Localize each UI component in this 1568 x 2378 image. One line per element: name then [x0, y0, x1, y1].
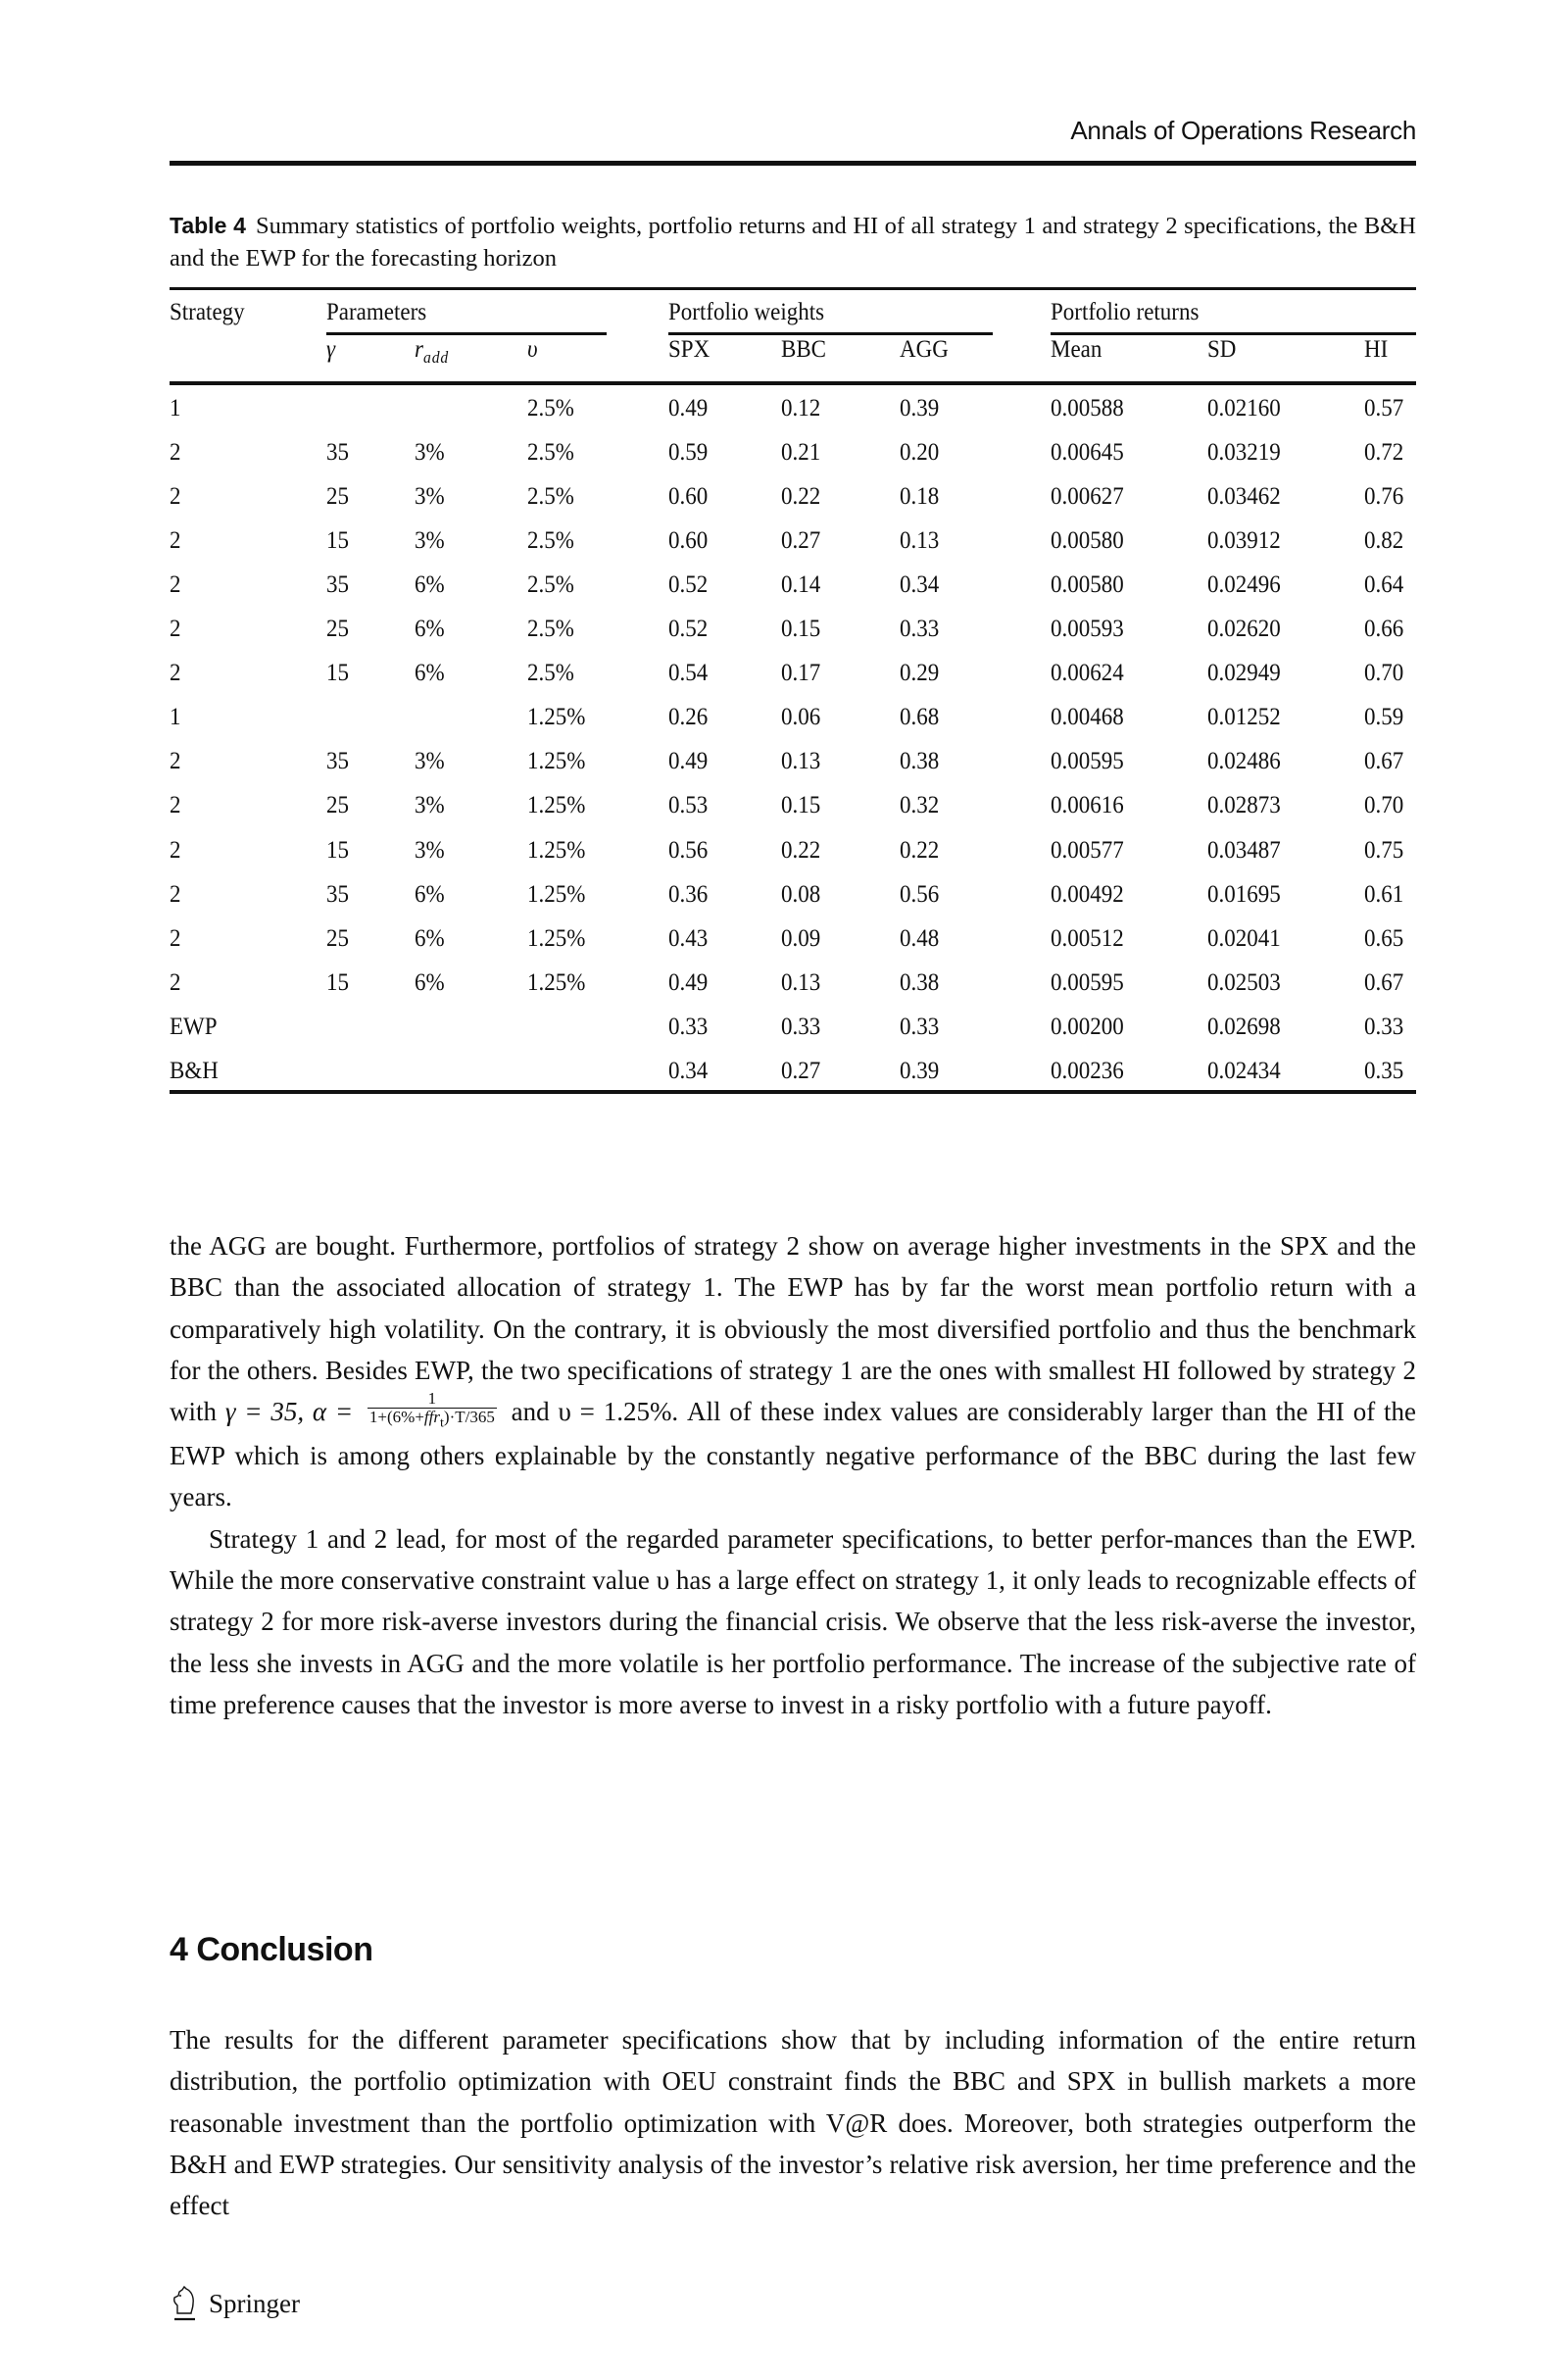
- paragraph-1: [170, 1225, 1416, 1518]
- conclusion-text: [170, 2019, 1416, 2226]
- cell-spx: 0.56: [668, 836, 709, 864]
- cell-hi: 0.57: [1364, 395, 1404, 421]
- den-sub: t: [439, 1414, 444, 1431]
- cell-bbc: 0.15: [781, 616, 821, 643]
- table-row: [0, 925, 1568, 969]
- cell-bbc: 0.22: [781, 836, 821, 864]
- den-ffr: ffr: [423, 1407, 440, 1426]
- cell-agg: 0.38: [900, 968, 940, 996]
- cell-spx: 0.59: [668, 439, 709, 467]
- cell-radd: 6%: [415, 968, 445, 996]
- cell-strategy: 2: [170, 571, 181, 599]
- table-row: [0, 616, 1568, 660]
- cell-strategy: 2: [170, 527, 181, 555]
- cell-radd: 3%: [415, 748, 445, 775]
- cell-hi: 0.75: [1364, 836, 1404, 864]
- cell-strategy: EWP: [170, 1013, 218, 1040]
- cell-bbc: 0.22: [781, 483, 821, 511]
- cell-gamma: 25: [326, 483, 349, 511]
- cell-hi: 0.76: [1364, 483, 1404, 511]
- inline-formula: [224, 1388, 503, 1431]
- cell-spx: 0.52: [668, 571, 709, 599]
- cell-v: 2.5%: [527, 571, 574, 599]
- subheader-v: [527, 336, 538, 364]
- cell-radd: 3%: [415, 439, 445, 467]
- cell-bbc: 0.14: [781, 571, 821, 599]
- cell-sd: 0.02503: [1207, 968, 1281, 996]
- parameters-group-rule: [326, 332, 607, 335]
- cell-bbc: 0.13: [781, 748, 821, 775]
- v-symbol: υ: [527, 336, 538, 363]
- cell-mean: 0.00580: [1051, 571, 1124, 599]
- cell-strategy: 2: [170, 968, 181, 996]
- footer: [170, 2284, 300, 2323]
- cell-hi: 0.33: [1364, 1013, 1404, 1040]
- cell-v: 2.5%: [527, 439, 574, 467]
- running-head: Annals of Operations Research: [1070, 116, 1416, 145]
- cell-sd: 0.02496: [1207, 571, 1281, 599]
- header-parameters: Parameters: [326, 299, 427, 325]
- cell-mean: 0.00593: [1051, 616, 1124, 643]
- cell-gamma: 35: [326, 571, 349, 599]
- table-caption: [170, 210, 1416, 274]
- cell-v: 1.25%: [527, 836, 586, 864]
- cell-v: 1.25%: [527, 968, 586, 996]
- cell-hi: 0.61: [1364, 880, 1404, 908]
- subheader-hi: HI: [1364, 336, 1389, 363]
- cell-radd: 6%: [415, 660, 445, 687]
- subheader-agg: AGG: [900, 336, 949, 363]
- cell-strategy: 2: [170, 748, 181, 775]
- cell-agg: 0.56: [900, 880, 940, 908]
- paragraph-1-text-b: and υ = 1.25%. All of these index values are considerably larger than the HI of the EWP which is among others explainable by the constantly negative performance of the BBC during the last few years.: [170, 1397, 1416, 1512]
- fraction-numerator: 1: [368, 1390, 497, 1409]
- cell-mean: 0.00577: [1051, 836, 1124, 864]
- cell-bbc: 0.15: [781, 792, 821, 819]
- cell-gamma: 25: [326, 924, 349, 952]
- subheader-gamma: [326, 336, 335, 364]
- cell-v: 2.5%: [527, 483, 574, 511]
- cell-radd: 3%: [415, 527, 445, 555]
- cell-sd: 0.03487: [1207, 836, 1281, 864]
- table-row: [0, 483, 1568, 527]
- cell-radd: 6%: [415, 571, 445, 599]
- table-row: [0, 792, 1568, 836]
- cell-spx: 0.49: [668, 395, 709, 421]
- cell-mean: 0.00595: [1051, 968, 1124, 996]
- cell-strategy: B&H: [170, 1057, 219, 1084]
- cell-bbc: 0.27: [781, 1057, 821, 1084]
- cell-gamma: 15: [326, 836, 349, 864]
- cell-gamma: 25: [326, 616, 349, 643]
- cell-sd: 0.03912: [1207, 527, 1281, 555]
- cell-radd: 3%: [415, 792, 445, 819]
- cell-sd: 0.02949: [1207, 660, 1281, 687]
- cell-sd: 0.02041: [1207, 924, 1281, 952]
- table-row: [0, 969, 1568, 1014]
- cell-gamma: 35: [326, 439, 349, 467]
- table-top-rule: [170, 287, 1416, 290]
- cell-sd: 0.02486: [1207, 748, 1281, 775]
- cell-agg: 0.33: [900, 1013, 940, 1040]
- cell-sd: 0.02620: [1207, 616, 1281, 643]
- section-heading: 4 Conclusion: [170, 1931, 373, 1968]
- cell-hi: 0.35: [1364, 1057, 1404, 1084]
- cell-bbc: 0.08: [781, 880, 821, 908]
- header-portfolio-returns: Portfolio returns: [1051, 299, 1200, 325]
- cell-hi: 0.67: [1364, 748, 1404, 775]
- cell-radd: 6%: [415, 880, 445, 908]
- cell-spx: 0.26: [668, 704, 709, 731]
- table-row: [0, 704, 1568, 748]
- cell-strategy: 2: [170, 439, 181, 467]
- cell-gamma: 35: [326, 748, 349, 775]
- table-row: [0, 527, 1568, 571]
- cell-radd: 6%: [415, 924, 445, 952]
- table-row: [0, 571, 1568, 616]
- header-strategy: Strategy: [170, 299, 245, 325]
- table-row: [0, 395, 1568, 439]
- cell-mean: 0.00627: [1051, 483, 1124, 511]
- cell-mean: 0.00595: [1051, 748, 1124, 775]
- cell-strategy: 1: [170, 704, 181, 731]
- cell-spx: 0.52: [668, 616, 709, 643]
- cell-bbc: 0.33: [781, 1013, 821, 1040]
- cell-strategy: 2: [170, 483, 181, 511]
- cell-v: 1.25%: [527, 748, 586, 775]
- cell-hi: 0.70: [1364, 660, 1404, 687]
- cell-strategy: 2: [170, 880, 181, 908]
- cell-strategy: 2: [170, 616, 181, 643]
- table-row: [0, 1014, 1568, 1058]
- cell-sd: 0.03219: [1207, 439, 1281, 467]
- den-pre: 1+(6%+: [368, 1407, 424, 1426]
- cell-strategy: 1: [170, 395, 181, 421]
- publisher-name: Springer: [209, 2288, 300, 2318]
- cell-spx: 0.34: [668, 1057, 709, 1084]
- cell-spx: 0.43: [668, 924, 709, 952]
- cell-radd: 3%: [415, 483, 445, 511]
- paragraph-1-text-a: the AGG are bought. Furthermore, portfolios of strategy 2 show on average higher investments in the SPX and the BBC than the associated allocation of strategy 1. The EWP has by far the worst mean portfolio return with a comparatively high volatility. On the contrary, it is obviously the most diversified portfolio and thus the benchmark for the others. Besides EWP, the two specifications of strategy 1 are the ones with smallest HI followed by strategy 2 with: [170, 1231, 1416, 1427]
- cell-mean: 0.00200: [1051, 1013, 1124, 1040]
- cell-spx: 0.49: [668, 968, 709, 996]
- conclusion-paragraph: The results for the different parameter specifications show that by including information of the entire return distribution, the portfolio optimization with OEU constraint finds the BBC and SPX in bullish markets a more reasonable investment than the portfolio optimization with V@R does. Moreover, both strategies outperform the B&H and EWP strategies. Our sensitivity analysis of the investor’s relative risk aversion, her time preference and the effect: [170, 2025, 1416, 2221]
- cell-bbc: 0.06: [781, 704, 821, 731]
- cell-agg: 0.29: [900, 660, 940, 687]
- cell-agg: 0.32: [900, 792, 940, 819]
- cell-hi: 0.72: [1364, 439, 1404, 467]
- table-row: [0, 837, 1568, 881]
- cell-hi: 0.64: [1364, 571, 1404, 599]
- table-label: Table 4: [170, 213, 246, 238]
- fraction-denominator: [368, 1409, 497, 1431]
- cell-v: 1.25%: [527, 880, 586, 908]
- cell-bbc: 0.09: [781, 924, 821, 952]
- cell-gamma: 15: [326, 968, 349, 996]
- formula-gamma: γ = 35,: [224, 1397, 313, 1427]
- cell-v: 1.25%: [527, 704, 586, 731]
- cell-v: 2.5%: [527, 527, 574, 555]
- cell-bbc: 0.21: [781, 439, 821, 467]
- cell-spx: 0.54: [668, 660, 709, 687]
- cell-spx: 0.60: [668, 527, 709, 555]
- cell-agg: 0.48: [900, 924, 940, 952]
- cell-gamma: 15: [326, 527, 349, 555]
- table-row: [0, 439, 1568, 483]
- cell-bbc: 0.12: [781, 395, 821, 421]
- cell-hi: 0.59: [1364, 704, 1404, 731]
- cell-strategy: 2: [170, 660, 181, 687]
- cell-sd: 0.02698: [1207, 1013, 1281, 1040]
- cell-sd: 0.03462: [1207, 483, 1281, 511]
- table-row: [0, 1058, 1568, 1102]
- cell-mean: 0.00492: [1051, 880, 1124, 908]
- cell-v: 1.25%: [527, 792, 586, 819]
- cell-mean: 0.00468: [1051, 704, 1124, 731]
- cell-hi: 0.82: [1364, 527, 1404, 555]
- subheader-radd: [415, 336, 450, 367]
- cell-agg: 0.34: [900, 571, 940, 599]
- cell-sd: 0.02873: [1207, 792, 1281, 819]
- cell-sd: 0.01695: [1207, 880, 1281, 908]
- cell-gamma: 35: [326, 880, 349, 908]
- header-portfolio-weights: Portfolio weights: [668, 299, 825, 325]
- cell-spx: 0.53: [668, 792, 709, 819]
- cell-mean: 0.00512: [1051, 924, 1124, 952]
- cell-spx: 0.33: [668, 1013, 709, 1040]
- cell-radd: 6%: [415, 616, 445, 643]
- cell-v: 2.5%: [527, 616, 574, 643]
- cell-mean: 0.00580: [1051, 527, 1124, 555]
- table-row: [0, 660, 1568, 704]
- cell-agg: 0.38: [900, 748, 940, 775]
- paragraph-2: Strategy 1 and 2 lead, for most of the regarded parameter specifications, to better perfor-mances than the EWP. While the more conservative constraint value υ has a large effect on strategy 1, it only leads to recognizable effects of strategy 2 for more risk-averse investors during the financial crisis. We observe that the less risk-averse the investor, the less she invests in AGG and the more volatile is her portfolio performance. The increase of the subjective rate of time preference causes that the investor is more averse to invest in a risky portfolio with a future payoff.: [170, 1523, 1416, 1719]
- cell-spx: 0.60: [668, 483, 709, 511]
- subheader-bbc: BBC: [781, 336, 827, 363]
- cell-strategy: 2: [170, 836, 181, 864]
- cell-v: 1.25%: [527, 924, 586, 952]
- cell-agg: 0.68: [900, 704, 940, 731]
- returns-group-rule: [1051, 332, 1416, 335]
- formula-fraction: [368, 1390, 497, 1431]
- formula-alpha: α =: [312, 1397, 362, 1427]
- cell-spx: 0.36: [668, 880, 709, 908]
- cell-mean: 0.00624: [1051, 660, 1124, 687]
- table-header-rule: [170, 381, 1416, 385]
- cell-agg: 0.18: [900, 483, 940, 511]
- cell-hi: 0.67: [1364, 968, 1404, 996]
- subheader-mean: Mean: [1051, 336, 1102, 363]
- cell-mean: 0.00588: [1051, 395, 1124, 421]
- table-caption-text: Summary statistics of portfolio weights, portfolio returns and HI of all strategy 1 and strategy 2 specifications, the B&H and the EWP for the forecasting horizon: [170, 213, 1417, 272]
- radd-base: r: [415, 336, 423, 363]
- cell-spx: 0.49: [668, 748, 709, 775]
- cell-sd: 0.02434: [1207, 1057, 1281, 1084]
- subheader-sd: SD: [1207, 336, 1237, 363]
- weights-group-rule: [668, 332, 993, 335]
- cell-hi: 0.70: [1364, 792, 1404, 819]
- cell-agg: 0.13: [900, 527, 940, 555]
- subheader-spx: SPX: [668, 336, 710, 363]
- cell-agg: 0.33: [900, 616, 940, 643]
- cell-hi: 0.66: [1364, 616, 1404, 643]
- cell-bbc: 0.13: [781, 968, 821, 996]
- cell-mean: 0.00645: [1051, 439, 1124, 467]
- cell-mean: 0.00616: [1051, 792, 1124, 819]
- springer-knight-icon: [170, 2284, 199, 2323]
- cell-agg: 0.39: [900, 395, 940, 421]
- cell-sd: 0.01252: [1207, 704, 1281, 731]
- cell-bbc: 0.27: [781, 527, 821, 555]
- cell-strategy: 2: [170, 924, 181, 952]
- den-post: )·T/365: [443, 1407, 495, 1426]
- cell-agg: 0.20: [900, 439, 940, 467]
- cell-agg: 0.22: [900, 836, 940, 864]
- table-row: [0, 881, 1568, 925]
- cell-agg: 0.39: [900, 1057, 940, 1084]
- gamma-symbol: γ: [326, 336, 336, 363]
- table-row: [0, 748, 1568, 792]
- cell-v: 2.5%: [527, 660, 574, 687]
- cell-gamma: 15: [326, 660, 349, 687]
- radd-subscript: add: [422, 348, 450, 367]
- cell-strategy: 2: [170, 792, 181, 819]
- cell-bbc: 0.17: [781, 660, 821, 687]
- cell-sd: 0.02160: [1207, 395, 1281, 421]
- cell-v: 2.5%: [527, 395, 574, 421]
- header-rule: [170, 161, 1416, 166]
- body-text: [170, 1225, 1416, 1725]
- cell-hi: 0.65: [1364, 924, 1404, 952]
- cell-gamma: 25: [326, 792, 349, 819]
- cell-radd: 3%: [415, 836, 445, 864]
- cell-mean: 0.00236: [1051, 1057, 1124, 1084]
